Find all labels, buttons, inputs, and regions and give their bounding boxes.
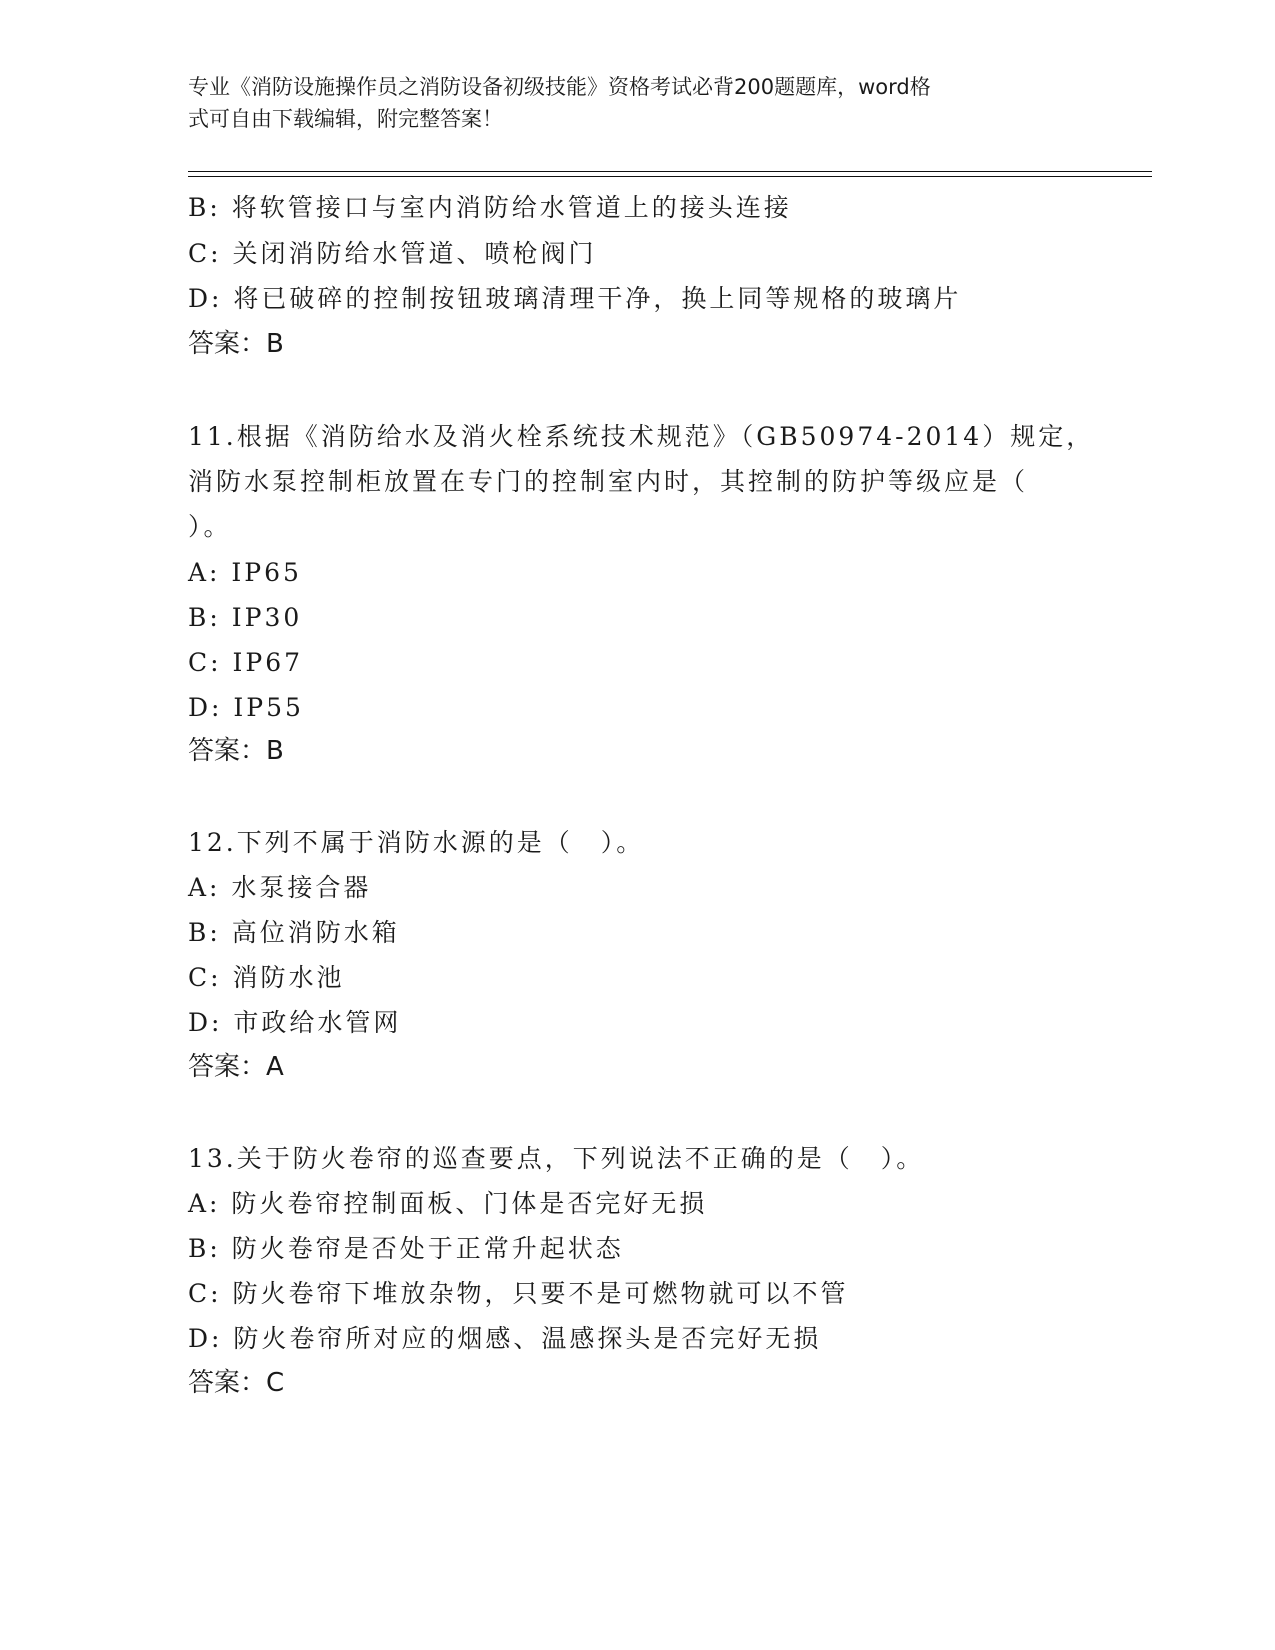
header-line-2: 式可自由下载编辑，附完整答案！ [188, 107, 503, 131]
question-11-option-c: C: IP67 [188, 648, 304, 677]
question-13-option-c: C: 防火卷帘下堆放杂物，只要不是可燃物就可以不管 [188, 1279, 849, 1308]
question-11-option-d: D: IP55 [188, 693, 304, 722]
header-line-1: 专业《消防设施操作员之消防设备初级技能》资格考试必背200题题库，word格 [188, 75, 931, 99]
question-12-stem: 12.下列不属于消防水源的是（ ）。 [188, 828, 645, 857]
question-11-stem-line-2: 消防水泵控制柜放置在专门的控制室内时，其控制的防护等级应是（ [188, 467, 1029, 496]
question-11-answer: 答案：B [188, 736, 284, 766]
question-12-option-a: A: 水泵接合器 [188, 873, 372, 902]
question-13-option-d: D: 防火卷帘所对应的烟感、温感探头是否完好无损 [188, 1324, 822, 1353]
option-c: C: 关闭消防给水管道、喷枪阀门 [188, 239, 597, 268]
question-12-answer: 答案：A [188, 1052, 284, 1082]
question-11-stem-line-1: 11.根据《消防给水及消火栓系统技术规范》（GB50974-2014）规定， [188, 422, 1095, 451]
question-13-stem: 13.关于防火卷帘的巡查要点，下列说法不正确的是（ ）。 [188, 1144, 925, 1173]
question-13-answer: 答案：C [188, 1368, 285, 1398]
option-b: B: 将软管接口与室内消防给水管道上的接头连接 [188, 193, 792, 222]
header-rule-top [188, 171, 1152, 172]
question-11-option-a: A: IP65 [188, 558, 302, 587]
question-12-option-b: B: 高位消防水箱 [188, 918, 400, 947]
question-12-option-c: C: 消防水池 [188, 963, 345, 992]
question-11-option-b: B: IP30 [188, 603, 303, 632]
question-13-option-a: A: 防火卷帘控制面板、门体是否完好无损 [188, 1189, 708, 1218]
question-13-option-b: B: 防火卷帘是否处于正常升起状态 [188, 1234, 624, 1263]
question-11-stem-line-3: ）。 [188, 512, 232, 541]
option-d: D: 将已破碎的控制按钮玻璃清理干净，换上同等规格的玻璃片 [188, 284, 962, 313]
header-rule-bottom [188, 176, 1152, 177]
question-12-option-d: D: 市政给水管网 [188, 1008, 402, 1037]
answer: 答案：B [188, 329, 284, 359]
